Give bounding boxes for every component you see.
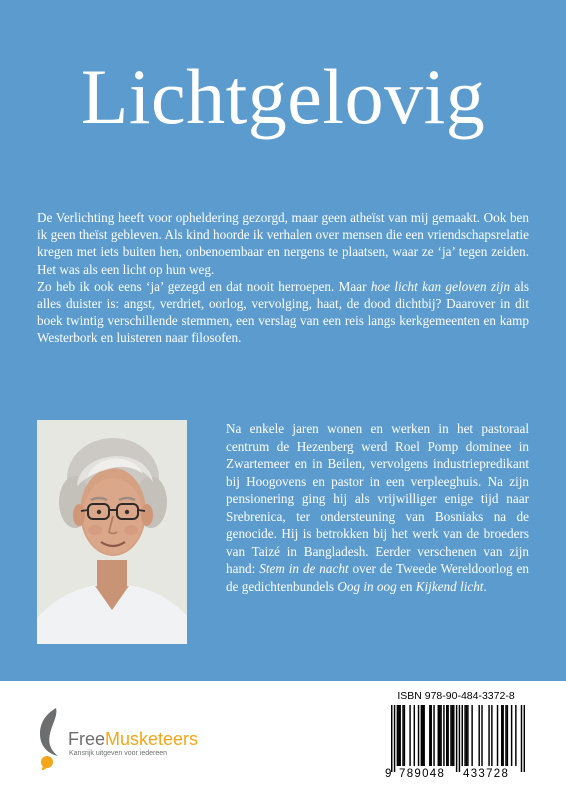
barcode-bar bbox=[471, 705, 472, 766]
publisher-name bbox=[68, 730, 198, 748]
barcode-bar bbox=[402, 705, 403, 766]
barcode-bar bbox=[404, 705, 405, 766]
publisher-name-part1: Free bbox=[68, 729, 106, 749]
barcode-bar bbox=[497, 705, 498, 766]
barcode-bar bbox=[459, 705, 460, 772]
isbn-label: ISBN 978-90-484-3372-8 bbox=[397, 690, 515, 702]
barcode-bar bbox=[421, 705, 422, 766]
publisher-tagline: Kansrijk uitgeven voor iedereen bbox=[69, 750, 168, 757]
speech-bubble-logo-icon bbox=[36, 706, 68, 770]
barcode-bar bbox=[429, 705, 430, 766]
barcode-bar bbox=[418, 705, 419, 766]
barcode-bar bbox=[398, 705, 399, 766]
book-title: Lichtgelovig bbox=[80, 53, 486, 140]
barcode-bar bbox=[450, 705, 451, 766]
barcode-bar bbox=[394, 705, 395, 772]
barcode-bar bbox=[453, 705, 454, 766]
blurb-paragraph-2 bbox=[37, 278, 529, 347]
barcode-bar bbox=[478, 705, 479, 766]
barcode-bar bbox=[443, 705, 444, 766]
bio-text: Na enkele jaren wonen en werken in het pastoraal centrum de Hezenberg werd Roel Pomp dominee in Zwartemeer en in Beilen, vervolgens industriepredikant bij Hoogovens en pastor in een verpleeghuis. Na zijn pensionering ging hij als vrijwilliger enige tijd naar Srebrenica, ter ondersteuning van Bosniaks na de genocide. Hij is betrokken bij het werk van de broeders van Taizé in Bangladesh. Eerder verschenen van zijn hand: bbox=[226, 421, 529, 576]
author-biography bbox=[226, 420, 529, 595]
book-title-italic: Kijkend licht bbox=[415, 578, 484, 594]
barcode-bar bbox=[399, 705, 400, 766]
barcode-bar bbox=[464, 705, 465, 766]
isbn-barcode bbox=[385, 690, 527, 790]
barcode-bar bbox=[491, 705, 492, 766]
barcode-bar bbox=[423, 705, 424, 766]
blurb-text: als alles duister is: angst, verdriet, oorlog, vervolging, haat, de dood dichtbij? Daarover in dit boek twintig verschillende stemmen, een verslag van een reis langs kerkgemeenten en kamp Westerbork en luisteren naar filosofen. bbox=[37, 278, 529, 346]
barcode-bar bbox=[488, 705, 489, 766]
bio-text: . bbox=[483, 578, 487, 594]
bio-text: over de Tweede Wereldoorlog en de gedichtenbundels bbox=[226, 561, 529, 594]
barcode-bar bbox=[430, 705, 431, 766]
barcode-bar bbox=[524, 705, 525, 772]
blurb-paragraph-1: De Verlichting heeft voor opheldering gezorgd, maar geen atheïst van mij gemaakt. Ook ben ik geen theïst gebleven. Als kind hoorde ik verhalen over mensen die een vriendschapsrelatie kregen met iets buiten hen, onbenoembaar en nergens te plaatsen, waar ze ‘ja’ tegen zeiden. Het was als een licht op hun weg. bbox=[37, 210, 529, 277]
barcode-bar bbox=[438, 705, 439, 766]
barcode-bar bbox=[397, 705, 398, 766]
author-photo bbox=[37, 420, 187, 644]
barcode-bar bbox=[502, 705, 503, 766]
publisher-name-part2: Musketeers bbox=[105, 729, 199, 749]
barcode-bar bbox=[466, 705, 467, 766]
barcode-bar bbox=[447, 705, 448, 766]
barcode-bar bbox=[422, 705, 423, 766]
publisher-logo bbox=[36, 706, 199, 776]
barcode-bars-icon bbox=[391, 705, 525, 772]
barcode-bar bbox=[414, 705, 415, 766]
barcode-bar bbox=[452, 705, 453, 766]
barcode-bar bbox=[462, 705, 463, 766]
barcode-digit-group-1: 789048 bbox=[399, 768, 446, 780]
bio-text: en bbox=[396, 578, 416, 594]
barcode-bar bbox=[446, 705, 447, 766]
author-portrait-icon bbox=[37, 420, 187, 644]
barcode-bar bbox=[433, 705, 434, 766]
back-cover-blurb bbox=[37, 209, 529, 347]
book-title-italic: Stem in de nacht bbox=[259, 561, 349, 576]
bio-paragraph bbox=[226, 420, 529, 595]
barcode-bar bbox=[515, 705, 516, 766]
barcode-bar bbox=[511, 705, 512, 766]
book-title-italic: Oog in oog bbox=[337, 578, 397, 594]
barcode-bar bbox=[521, 705, 522, 772]
barcode-bar bbox=[409, 705, 410, 766]
barcode-bar bbox=[391, 705, 392, 772]
barcode-bar bbox=[481, 705, 482, 766]
blurb-text: Zo heb ik ook eens ‘ja’ gezegd en dat nooit herroepen. Maar bbox=[37, 278, 371, 294]
barcode-bar bbox=[507, 705, 508, 766]
barcode-lead-digit: 9 bbox=[385, 768, 392, 780]
barcode-bar bbox=[440, 705, 441, 766]
barcode-bar bbox=[505, 705, 506, 766]
barcode-digit-group-2: 433728 bbox=[463, 768, 510, 780]
barcode-bar bbox=[467, 705, 468, 766]
barcode-bar bbox=[456, 705, 457, 772]
blurb-italic-phrase: hoe licht kan geloven zijn bbox=[370, 278, 510, 294]
barcode-bar bbox=[501, 705, 502, 766]
barcode-bar bbox=[439, 705, 440, 766]
